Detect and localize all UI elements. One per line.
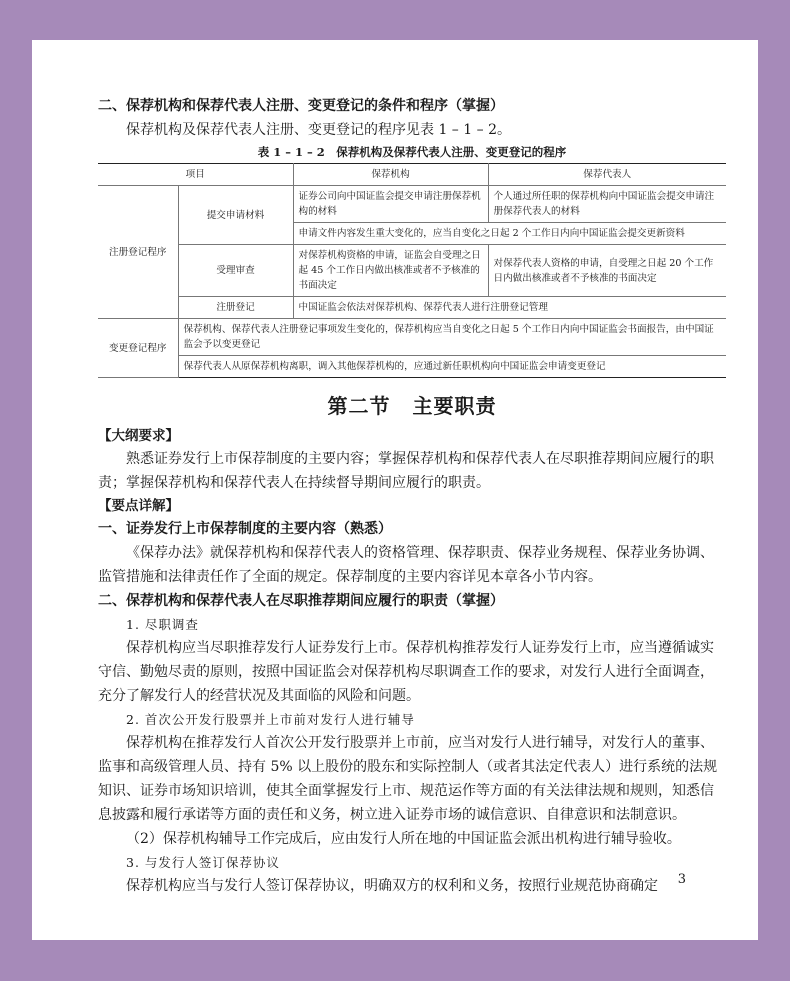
table-row: [98, 319, 726, 356]
review-org-cell: 对保荐机构资格的申请，证监会自受理之日起 45 个工作日内做出核准或者不予核准的书面决定: [293, 245, 488, 297]
table-row: [98, 186, 726, 223]
submit-org-cell: 证券公司向中国证监会提交申请注册保荐机构的材料: [293, 186, 488, 223]
paragraph-agreement: 保荐机构应当与发行人签订保荐协议，明确双方的权利和义务，按照行业规范协商确定: [126, 878, 658, 894]
heading-main-content: 一、证券发行上市保荐制度的主要内容（熟悉）: [98, 521, 392, 537]
page-number: 3: [677, 872, 686, 887]
change-row-1: 保荐机构、保荐代表人注册登记事项发生变化的，保荐机构应当自变化之日起 5 个工作日内向中国证监会书面报告，由中国证监会予以变更登记: [178, 319, 726, 356]
submit-label: 提交申请材料: [178, 186, 293, 245]
header-rep: 保荐代表人: [488, 164, 726, 186]
submit-rep-cell: 个人通过所任职的保荐机构向中国证监会提交申请注册保荐代表人的材料: [488, 186, 726, 223]
change-row-2: 保荐代表人从原保荐机构离职，调入其他保荐机构的，应通过新任职机构向中国证监会申请变更登记: [178, 356, 726, 378]
review-rep-cell: 对保荐代表人资格的申请，自受理之日起 20 个工作日内做出核准或者不予核准的书面决定: [488, 245, 726, 297]
subheading-agreement: 3. 与发行人签订保荐协议: [126, 855, 280, 870]
paragraph-tutoring: 保荐机构在推荐发行人首次公开发行股票并上市前，应当对发行人进行辅导，对发行人的董事、监事和高级管理人员、持有 5% 以上股份的股东和实际控制人（或者其法定代表人）进行系统的法规知识、证券市场知识培训，使其全面掌握发行上市、规范运作等方面的有关法律法规和规则，知悉信息披露和履行承诺等方面的责任和义务，树立进入证券市场的诚信意识、自律意识和法制意识。: [98, 735, 718, 823]
section-name: 主要职责: [412, 394, 497, 418]
submit-change-cell: 申请文件内容发生重大变化的，应当自变化之日起 2 个工作日内向中国证监会提交更新资料: [293, 223, 726, 245]
subheading-due-diligence: 1. 尽职调查: [126, 617, 199, 632]
section-title: [98, 390, 726, 419]
document-page: [32, 40, 758, 940]
intro-sentence: 保荐机构及保荐代表人注册、变更登记的程序见表 1 – 1 – 2。: [126, 122, 511, 138]
review-label: 受理审查: [178, 245, 293, 297]
heading-conditions: 二、保荐机构和保荐代表人注册、变更登记的条件和程序（掌握）: [98, 98, 504, 114]
section-number: 第二节: [327, 394, 391, 418]
table-row: [98, 297, 726, 319]
paragraph-main-content: 《保荐办法》就保荐机构和保荐代表人的资格管理、保荐职责、保荐业务规程、保荐业务协调、监管措施和法律责任作了全面的规定。保荐制度的主要内容详见本章各小节内容。: [98, 545, 714, 585]
register-cell: 中国证监会依法对保荐机构、保荐代表人进行注册登记管理: [293, 297, 726, 319]
register-label: 注册登记: [178, 297, 293, 319]
subheading-tutoring: 2. 首次公开发行股票并上市前对发行人进行辅导: [126, 712, 415, 727]
table-caption: 表 1 – 1 – 2 保荐机构及保荐代表人注册、变更登记的程序: [257, 145, 567, 159]
header-item: 项目: [98, 164, 293, 186]
outline-text: 熟悉证券发行上市保荐制度的主要内容；掌握保荐机构和保荐代表人在尽职推荐期间应履行的职责；掌握保荐机构和保荐代表人在持续督导期间应履行的职责。: [98, 451, 714, 491]
header-org: 保荐机构: [293, 164, 488, 186]
page-content: [98, 94, 726, 898]
change-group-label: 变更登记程序: [98, 319, 178, 378]
paragraph-tutoring-acceptance: （2）保荐机构辅导工作完成后，应由发行人所在地的中国证监会派出机构进行辅导验收。: [126, 831, 681, 847]
table-header-row: [98, 164, 726, 186]
table-row: [98, 356, 726, 378]
table-row: [98, 245, 726, 297]
registration-group-label: 注册登记程序: [98, 186, 178, 319]
outline-tag: 【大纲要求】: [98, 428, 179, 444]
heading-duties: 二、保荐机构和保荐代表人在尽职推荐期间应履行的职责（掌握）: [98, 593, 504, 609]
key-points-tag: 【要点详解】: [98, 498, 179, 514]
registration-table: [98, 163, 726, 378]
paragraph-due-diligence: 保荐机构应当尽职推荐发行人证券发行上市。保荐机构推荐发行人证券发行上市，应当遵循诚实守信、勤勉尽责的原则，按照中国证监会对保荐机构尽职调查工作的要求，对发行人进行全面调查，充分了解发行人的经营状况及其面临的风险和问题。: [98, 640, 714, 704]
